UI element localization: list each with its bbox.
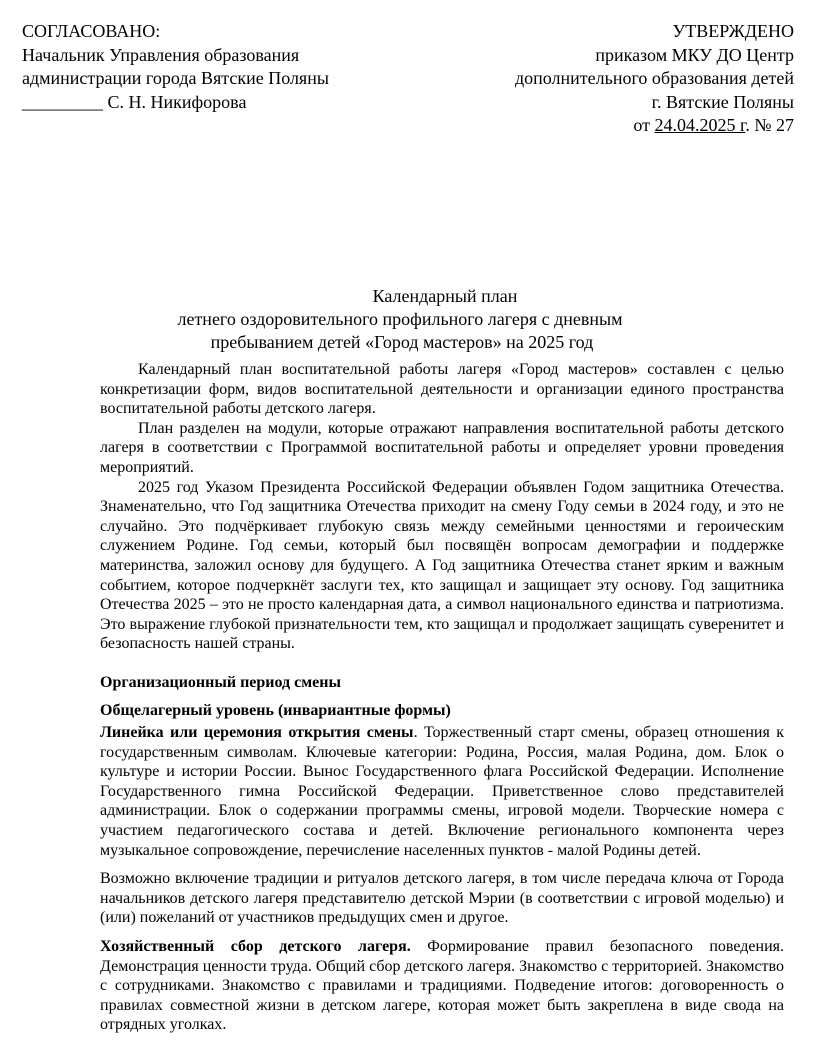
date-prefix: от <box>633 115 655 135</box>
intro-paragraph-1: Календарный план воспитательной работы лагеря «Город мастеров» составлен с целью конкретизации форм, видов воспитательной деятельности и организации единого пространства воспитательной работы детского лагеря. <box>100 361 784 418</box>
item-household-title: Хозяйственный сбор детского лагеря. <box>100 938 411 956</box>
approval-heading: СОГЛАСОВАНО: <box>22 21 161 41</box>
approved-line-2: дополнительного образования детей <box>515 68 794 88</box>
signatory-name: С. Н. Никифорова <box>103 91 247 112</box>
document-title <box>100 285 700 354</box>
title-line-1: Календарный план <box>372 286 518 306</box>
approval-block-left <box>22 20 422 114</box>
item-opening-title: Линейка или церемония открытия смены <box>100 724 414 742</box>
item-household-gathering <box>100 937 784 1035</box>
approved-line-1: приказом МКУ ДО Центр <box>595 44 794 65</box>
approval-position: Начальник Управления образования <box>22 44 300 65</box>
signature-line: _________ <box>22 91 103 112</box>
approval-organization: администрации города Вятские Поляны <box>22 68 329 88</box>
intro-paragraph-2: План разделен на модули, которые отражают направления воспитательной работы детского лагеря в соответствии с Программой воспитательной работы и определяет уровни проведения мероприятий. <box>100 419 784 476</box>
approved-line-3: г. Вятские Поляны <box>651 91 794 112</box>
section-heading: Организационный период смены <box>100 673 341 691</box>
approval-signature <box>22 91 422 115</box>
item-household-text: Формирование правил безопасного поведения. Демонстрация ценности труда. Общий сбор детского лагеря. Знакомство с территорией. Знакомство с сотрудниками. Знакомство с правилами и традициями. Подведение итогов: договоренность о правилах совместной жизни в детском лагере, которая может быть закреплена в виде свода на отрядных уголках. <box>100 938 784 1034</box>
item-opening-ceremony <box>100 723 784 860</box>
title-line-2: летнего оздоровительного профильного лагеря с дневным <box>177 309 623 329</box>
order-date: 24.04.2025 г <box>654 115 746 135</box>
approved-heading: УТВЕРЖДЕНО <box>672 21 794 41</box>
intro-paragraph-3: 2025 год Указом Президента Российской Федерации объявлен Годом защитника Отечества. Знаменательно, что Год защитника Отечества приходит на смену Году семьи в 2024 году, и это не случайно. Это подчёркивает глубокую связь между семейными ценностями и героическим служением Родине. Год семьи, который был посвящён вопросам демографии и поддержке материнства, заложил основу для будущего. А Год защитника Отечества станет ярким и важным событием, которое подчеркнёт заслуги тех, кто защищал и защищает эту основу. Год защитника Отечества 2025 – это не просто календарная дата, а символ национального единства и патриотизма. Это выражение глубокой признательности тем, кто защищал и продолжает защищать суверенитет и безопасность нашей страны. <box>100 478 784 653</box>
approval-block-right <box>374 20 794 138</box>
document-body <box>100 360 784 1035</box>
section-subheading: Общелагерный уровень (инвариантные формы) <box>100 701 451 719</box>
note-paragraph: Возможно включение традиции и ритуалов детского лагеря, в том числе передача ключа от Города начальников детского лагеря представителю детской Мэрии (в соответствии с игровой моделью) и (или) пожеланий от участников предыдущих смен и другое. <box>100 870 784 927</box>
order-number: . № 27 <box>745 115 794 135</box>
item-opening-text: . Торжественный старт смены, образец отношения к государственным символам. Ключевые категории: Родина, Россия, малая Родина, дом. Блок о культуре и истории России. Вынос Государственного флага Российской Федерации. Исполнение Государственного гимна Российской Федерации. Приветственное слово представителей администрации. Блок о содержании программы смены, игровой модели. Творческие номера с участием педагогического состава и детей. Включение регионального компонента через музыкальное сопровождение, перечисление населенных пунктов - малой Родины детей. <box>100 724 784 859</box>
title-line-3: пребыванием детей «Город мастеров» на 2025 год <box>210 332 594 352</box>
approved-date-line <box>374 114 794 138</box>
